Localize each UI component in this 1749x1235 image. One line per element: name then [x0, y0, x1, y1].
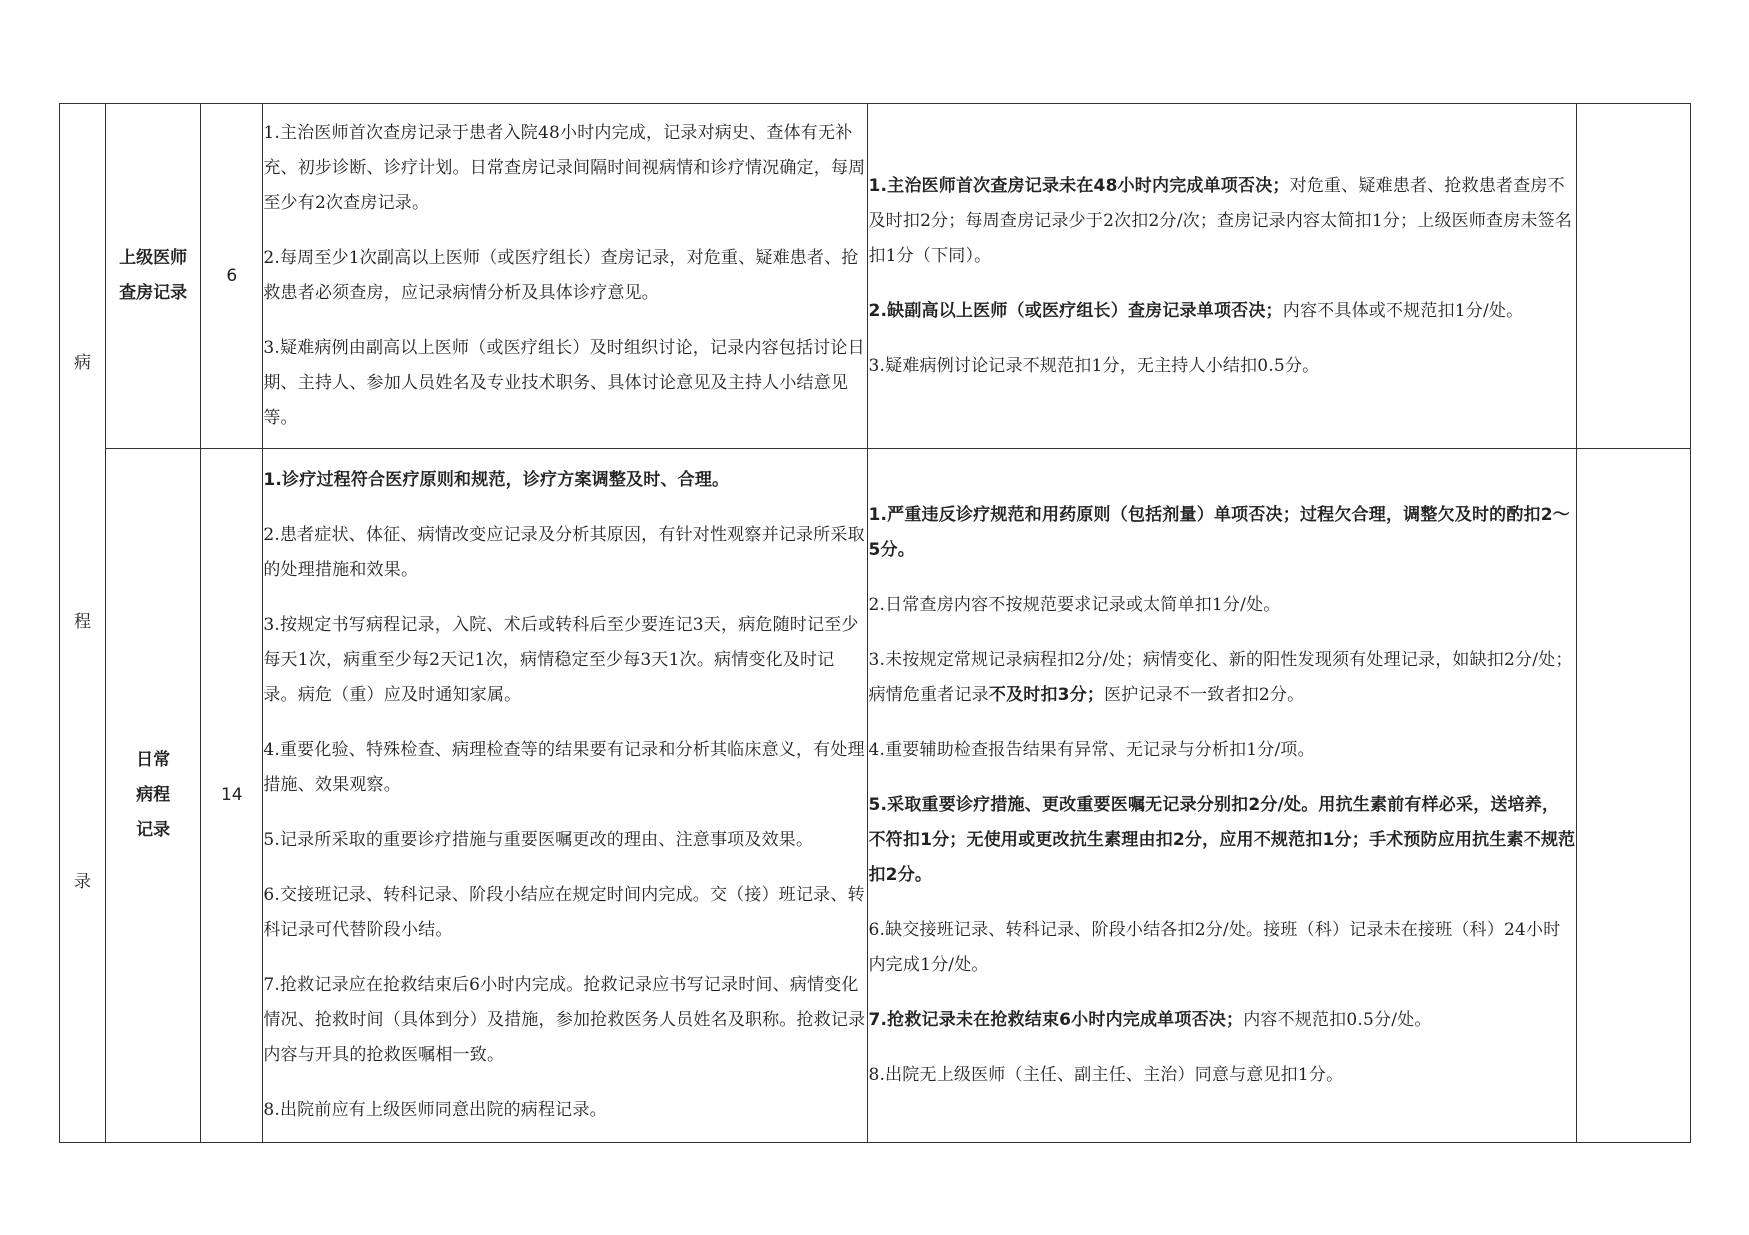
item-name-line: 上级医师 — [119, 248, 188, 269]
deduction-text: 3.未按规定常规记录病程扣2分/处；病情变化、新的阳性发现须有处理记录，如缺扣2分/处；病情危重者记录不及时扣3分；医护记录不一致者扣2分。 — [868, 650, 1573, 706]
item-name-line: 查房记录 — [119, 283, 188, 304]
requirement-text: 5.记录所采取的重要诊疗措施与重要医嘱更改的理由、注意事项及效果。 — [263, 830, 814, 851]
requirement-text: 1.主治医师首次查房记录于患者入院48小时内完成，记录对病史、查体有无补充、初步诊断、诊疗计划。日常查房记录间隔时间视病情和诊疗情况确定，每周至少有2次查房记录。 — [263, 123, 866, 214]
score-cell: 14 — [201, 449, 263, 1143]
requirement-text: 1.诊疗过程符合医疗原则和规范，诊疗方案调整及时、合理。 — [263, 470, 730, 491]
blank-cell — [1576, 104, 1690, 449]
deduction-text: 3.疑难病例讨论记录不规范扣1分，无主持人小结扣0.5分。 — [868, 355, 1320, 376]
item-name-line: 日常 — [136, 750, 171, 771]
item-name-line: 记录 — [136, 820, 171, 841]
deduction-text: 1.严重违反诊疗规范和用药原则（包括剂量）单项否决；过程欠合理，调整欠及时的酌扣2～5分。 — [868, 505, 1570, 561]
requirement-text: 7.抢救记录应在抢救结束后6小时内完成。抢救记录应书写记录时间、病情变化情况、抢救时间（具体到分）及措施，参加抢救医务人员姓名及职称。抢救记录内容与开具的抢救医嘱相一致。 — [263, 975, 866, 1066]
blank-cell — [1576, 449, 1690, 1143]
deduction-text: 1.主治医师首次查房记录未在48小时内完成单项否决；对危重、疑难患者、抢救患者查房不及时扣2分；每周查房记录少于2次扣2分/次；查房记录内容太简扣1分；上级医师查房未签名扣1分（下同）。 — [868, 175, 1573, 266]
deductions-cell — [868, 104, 1576, 449]
category-char: 录 — [74, 871, 92, 892]
requirement-text: 6.交接班记录、转科记录、阶段小结应在规定时间内完成。交（接）班记录、转科记录可代替阶段小结。 — [263, 885, 865, 941]
deduction-text: 2.日常查房内容不按规范要求记录或太简单扣1分/处。 — [868, 595, 1281, 616]
deduction-text: 2.缺副高以上医师（或医疗组长）查房记录单项否决；内容不具体或不规范扣1分/处。 — [868, 300, 1524, 321]
score-cell: 6 — [201, 104, 263, 449]
deduction-text: 7.抢救记录未在抢救结束6小时内完成单项否决；内容不规范扣0.5分/处。 — [868, 1010, 1432, 1031]
requirements-cell — [263, 449, 868, 1143]
deduction-text: 4.重要辅助检查报告结果有异常、无记录与分析扣1分/项。 — [868, 740, 1315, 761]
assessment-table — [59, 103, 1691, 1143]
category-char: 病 — [74, 353, 92, 374]
category-char: 程 — [74, 612, 92, 633]
item-name-cell — [106, 104, 201, 449]
category-cell — [60, 104, 106, 1143]
requirement-text: 2.患者症状、体征、病情改变应记录及分析其原因，有针对性观察并记录所采取的处理措施和效果。 — [263, 525, 865, 581]
requirement-text: 3.疑难病例由副高以上医师（或医疗组长）及时组织讨论，记录内容包括讨论日期、主持人、参加人员姓名及专业技术职务、具体讨论意见及主持人小结意见等。 — [263, 338, 865, 429]
requirement-text: 2.每周至少1次副高以上医师（或医疗组长）查房记录，对危重、疑难患者、抢救患者必须查房，应记录病情分析及具体诊疗意见。 — [263, 248, 859, 304]
requirement-text: 4.重要化验、特殊检查、病理检查等的结果要有记录和分析其临床意义，有处理措施、效果观察。 — [263, 740, 865, 796]
requirements-cell — [263, 104, 868, 449]
item-name-cell — [106, 449, 201, 1143]
requirement-text: 3.按规定书写病程记录，入院、术后或转科后至少要连记3天，病危随时记至少每天1次，病重至少每2天记1次，病情稳定至少每3天1次。病情变化及时记录。病危（重）应及时通知家属。 — [263, 615, 859, 706]
table-row — [60, 104, 1691, 449]
requirement-text: 8.出院前应有上级医师同意出院的病程记录。 — [263, 1100, 607, 1121]
deduction-text: 8.出院无上级医师（主任、副主任、主治）同意与意见扣1分。 — [868, 1065, 1344, 1086]
deduction-text: 6.缺交接班记录、转科记录、阶段小结各扣2分/处。接班（科）记录未在接班（科）24小时内完成1分/处。 — [868, 920, 1561, 976]
deduction-text: 5.采取重要诊疗措施、更改重要医嘱无记录分别扣2分/处。用抗生素前有样必采，送培养，不符扣1分；无使用或更改抗生素理由扣2分，应用不规范扣1分；手术预防应用抗生素不规范扣2分。 — [868, 795, 1576, 886]
table-row — [60, 449, 1691, 1143]
item-name-line: 病程 — [136, 785, 171, 806]
deductions-cell — [868, 449, 1576, 1143]
